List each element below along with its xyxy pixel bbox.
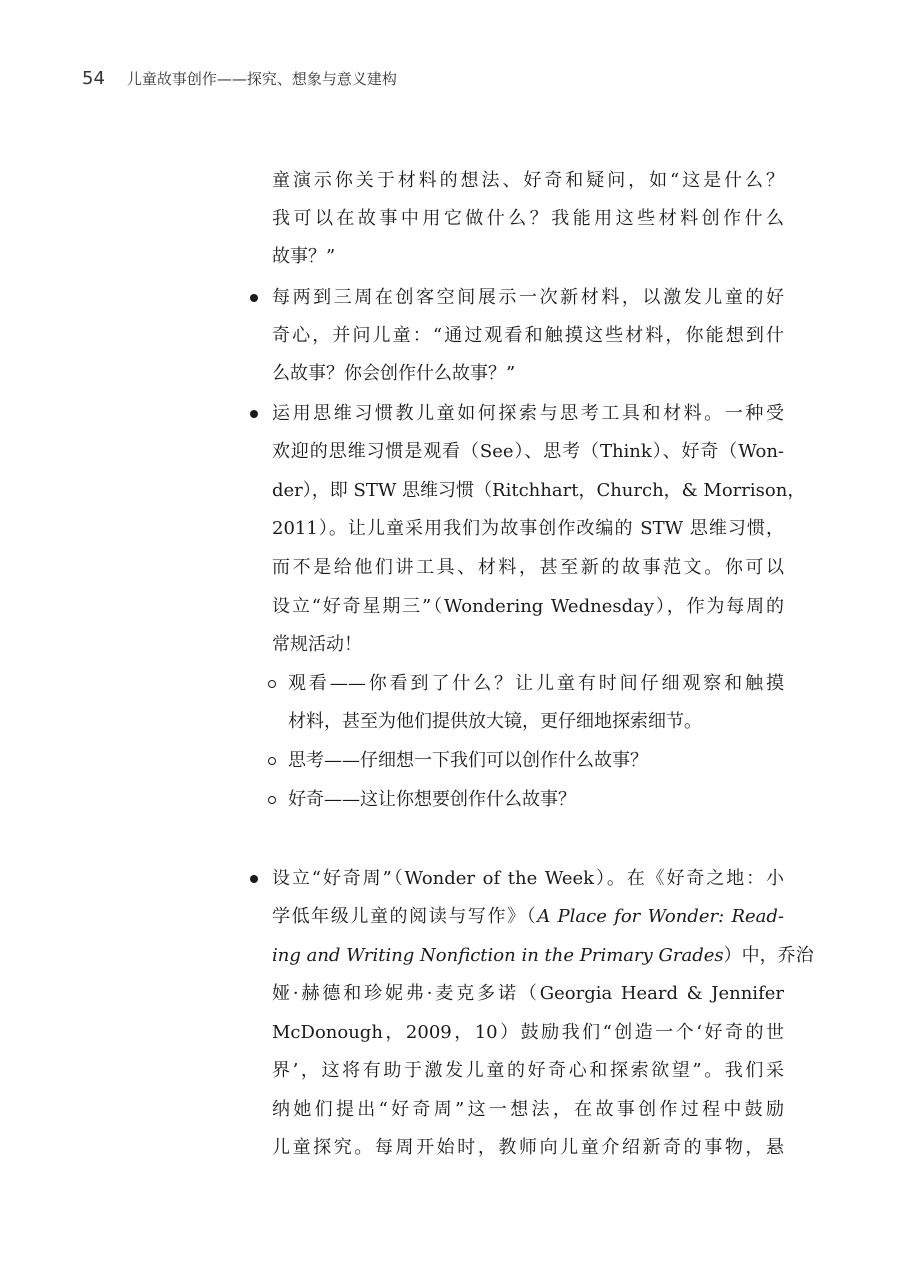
- bullet-3-line-5: McDonough，2009，10）鼓励我们“创造一个‘好奇的世: [272, 1022, 784, 1043]
- bullet-3-line-2-text: 学低年级儿童的阅读与写作》（: [272, 906, 538, 927]
- bullet-2-line-5: 而不是给他们讲工具、材料，甚至新的故事范文。你可以: [272, 557, 784, 578]
- running-title: 儿童故事创作——探究、想象与意义建构: [126, 70, 397, 88]
- sub-bullet-circle: [268, 757, 276, 765]
- bullet-2-line-3: der），即 STW 思维习惯（Ritchhart，Church，& Morrison，: [272, 480, 806, 501]
- bullet-2-line-1: 运用思维习惯教儿童如何探索与思考工具和材料。一种受: [272, 403, 784, 424]
- bullet-dot: [250, 875, 258, 883]
- intro-line-3: 故事？”: [272, 246, 336, 267]
- bullet-2-line-2: 欢迎的思维习惯是观看（See）、思考（Think）、好奇（Won-: [272, 441, 784, 462]
- bullet-3-line-3-text: ）中，乔治: [723, 945, 814, 966]
- bullet-1-line-1: 每两到三周在创客空间展示一次新材料，以激发儿童的好: [272, 287, 784, 308]
- bullet-3-line-2: [272, 904, 784, 930]
- sub-bullet-1-line-1: 观看——你看到了什么？让儿童有时间仔细观察和触摸: [288, 673, 784, 694]
- intro-line-2: 我可以在故事中用它做什么？我能用这些材料创作什么: [272, 208, 784, 229]
- bullet-3-line-7: 纳她们提出“好奇周”这一想法，在故事创作过程中鼓励: [272, 1099, 784, 1120]
- book-title-english-part-2: ing and Writing Nonfiction in the Primary Grades: [272, 945, 724, 966]
- sub-bullet-3-line-1: 好奇——这让你想要创作什么故事？: [288, 789, 576, 810]
- bullet-3-line-8: 儿童探究。每周开始时，教师向儿童介绍新奇的事物，悬: [272, 1137, 784, 1158]
- bullet-dot: [250, 294, 258, 302]
- bullet-3-line-3: [272, 943, 814, 969]
- sub-bullet-1-line-2: 材料，甚至为他们提供放大镜，更仔细地探索细节。: [288, 711, 702, 732]
- bullet-2-line-4: 2011）。让儿童采用我们为故事创作改编的 STW 思维习惯，: [272, 518, 784, 539]
- bullet-3-line-1: 设立“好奇周”（Wonder of the Week）。在《好奇之地：小: [272, 868, 784, 889]
- page-header: [82, 68, 397, 98]
- bullet-2-line-6: 设立“好奇星期三”（Wondering Wednesday），作为每周的: [272, 596, 784, 617]
- bullet-dot: [250, 410, 258, 418]
- page-number: 54: [82, 68, 105, 89]
- bullet-2-line-7: 常规活动！: [272, 634, 362, 655]
- sub-bullet-circle: [268, 680, 276, 688]
- sub-bullet-circle: [268, 796, 276, 804]
- bullet-3-line-6: 界’，这将有助于激发儿童的好奇心和探索欲望”。我们采: [272, 1060, 784, 1081]
- intro-line-1: 童演示你关于材料的想法、好奇和疑问，如“这是什么？: [272, 170, 784, 191]
- sub-bullet-2-line-1: 思考——仔细想一下我们可以创作什么故事？: [288, 750, 648, 771]
- bullet-1-line-3: 么故事？你会创作什么故事？”: [272, 363, 516, 384]
- bullet-1-line-2: 奇心，并问儿童：“通过观看和触摸这些材料，你能想到什: [272, 325, 784, 346]
- bullet-3-line-4: 娅·赫德和珍妮弗·麦克多诺（Georgia Heard & Jennifer: [272, 983, 784, 1004]
- book-title-english-part-1: A Place for Wonder: Read-: [537, 906, 785, 927]
